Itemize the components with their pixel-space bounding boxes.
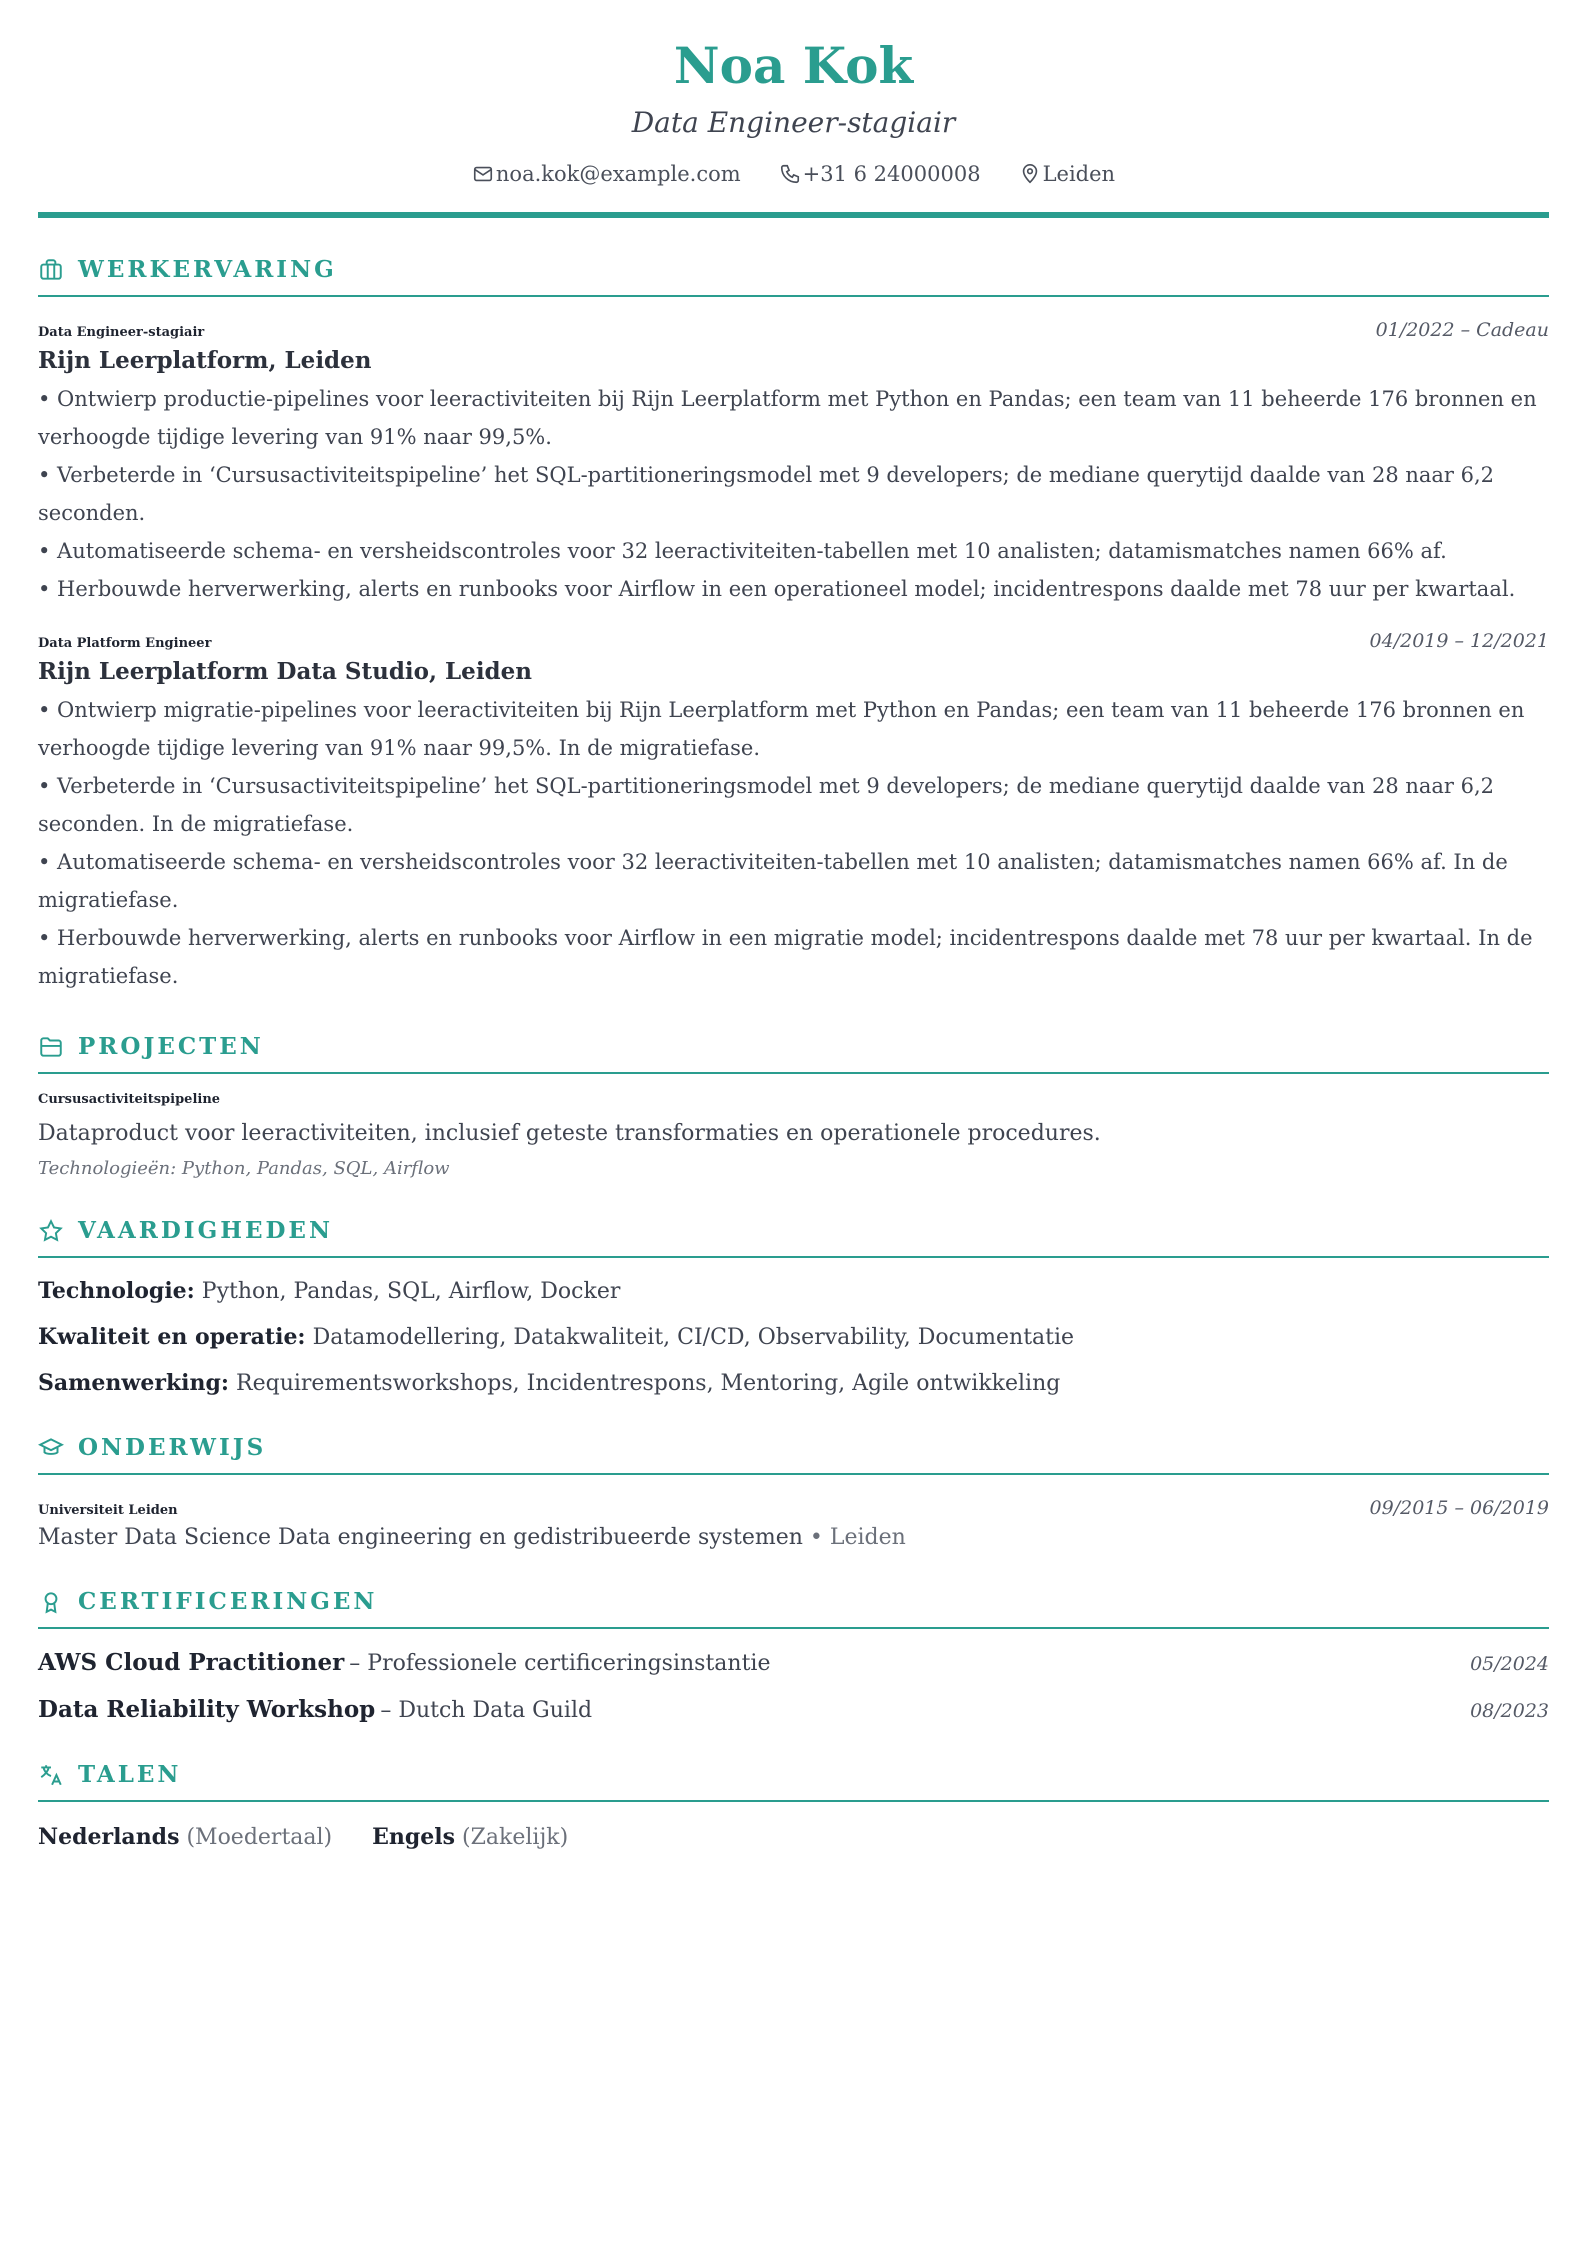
job-role: Data Engineer-stagiair <box>38 325 205 340</box>
mail-icon <box>472 163 494 185</box>
skill-row <box>38 1278 1549 1304</box>
education-degree-line <box>38 1525 1549 1550</box>
job-bullet: • Ontwierp productie-pipelines voor leeractiviteiten bij Rijn Leerplatform met Python en Pandas; een team van 11 beheerde 176 bronnen en verhoogde tijdige levering van 91% naar 99,5%. <box>38 387 1537 449</box>
resume-header <box>38 0 1549 186</box>
language-name: Engels <box>372 1824 456 1850</box>
project-name: Cursusactiviteitspipeline <box>38 1092 221 1107</box>
projects-section <box>38 1033 1549 1179</box>
translate-icon <box>38 1762 64 1788</box>
contact-location <box>1019 162 1116 186</box>
contact-phone[interactable] <box>779 162 981 186</box>
phone-text: +31 6 24000008 <box>802 162 981 186</box>
job-entry <box>38 319 1549 608</box>
phone-icon <box>779 163 801 185</box>
job-bullet: • Automatiseerde schema- en versheidscontroles voor 32 leeractiviteiten-tabellen met 10 analisten; datamismatches namen 66% af. <box>38 539 1447 563</box>
education-institution: Universiteit Leiden <box>38 1503 178 1518</box>
contact-email[interactable] <box>472 162 741 186</box>
skill-items: Datamodellering, Datakwaliteit, CI/CD, Observability, Documentatie <box>312 1325 1075 1350</box>
section-heading-skills <box>38 1217 1549 1258</box>
section-heading-education <box>38 1434 1549 1475</box>
job-bullets <box>38 380 1549 608</box>
job-company: Rijn Leerplatform, Leiden <box>38 347 372 374</box>
language-item <box>372 1824 568 1850</box>
map-pin-icon <box>1019 163 1041 185</box>
language-list <box>38 1824 1549 1850</box>
certification-date: 05/2024 <box>1470 1653 1549 1675</box>
languages-section <box>38 1761 1549 1850</box>
email-text: noa.kok@example.com <box>495 162 741 186</box>
education-degree: Master Data Science Data engineering en gedistribueerde systemen <box>38 1525 803 1550</box>
location-text: Leiden <box>1042 162 1116 186</box>
briefcase-icon <box>38 257 64 283</box>
certification-row <box>38 1649 1549 1676</box>
skill-row <box>38 1324 1549 1350</box>
section-title: CERTIFICERINGEN <box>78 1588 378 1615</box>
section-title: TALEN <box>78 1761 182 1788</box>
contact-row <box>38 162 1549 186</box>
education-section <box>38 1434 1549 1550</box>
education-entry <box>38 1497 1549 1550</box>
job-dates: 04/2019 – 12/2021 <box>1369 630 1549 652</box>
candidate-name: Noa Kok <box>673 36 914 95</box>
section-title: PROJECTEN <box>78 1033 264 1060</box>
job-bullet: • Herbouwde herverwerking, alerts en runbooks voor Airflow in een operationeel model; incidentrespons daalde met 78 uur per kwartaal. <box>38 577 1516 601</box>
section-heading-languages <box>38 1761 1549 1802</box>
skills-section <box>38 1217 1549 1396</box>
skill-items: Requirementsworkshops, Incidentrespons, Mentoring, Agile ontwikkeling <box>236 1371 1061 1396</box>
job-bullets <box>38 691 1549 995</box>
section-title: VAARDIGHEDEN <box>78 1217 333 1244</box>
graduation-cap-icon <box>38 1435 64 1461</box>
certification-date: 08/2023 <box>1470 1700 1549 1722</box>
education-location: • Leiden <box>809 1525 906 1550</box>
certification-issuer: – Professionele certificeringsinstantie <box>349 1651 771 1676</box>
skill-row <box>38 1370 1549 1396</box>
education-dates: 09/2015 – 06/2019 <box>1369 1497 1549 1519</box>
job-entry <box>38 630 1549 995</box>
job-bullet: • Automatiseerde schema- en versheidscontroles voor 32 leeractiviteiten-tabellen met 10 analisten; datamismatches namen 66% af. In de migratiefase. <box>38 850 1508 912</box>
job-bullet: • Verbeterde in ‘Cursusactiviteitspipeline’ het SQL-partitioneringsmodel met 9 developers; de mediane querytijd daalde van 28 naar 6,2 seconden. In de migratiefase. <box>38 774 1495 836</box>
job-company: Rijn Leerplatform Data Studio, Leiden <box>38 658 532 685</box>
certifications-section <box>38 1588 1549 1723</box>
project-description: Dataproduct voor leeractiviteiten, inclusief geteste transformaties en operationele procedures. <box>38 1121 1101 1146</box>
project-tech: Technologieën: Python, Pandas, SQL, Airflow <box>38 1158 450 1179</box>
star-icon <box>38 1218 64 1244</box>
job-bullet: • Verbeterde in ‘Cursusactiviteitspipeline’ het SQL-partitioneringsmodel met 9 developers; de mediane querytijd daalde van 28 naar 6,2 seconden. <box>38 463 1495 525</box>
job-role: Data Platform Engineer <box>38 636 212 651</box>
candidate-title: Data Engineer-stagiair <box>631 106 956 139</box>
skill-items: Python, Pandas, SQL, Airflow, Docker <box>201 1279 621 1304</box>
certification-issuer: – Dutch Data Guild <box>380 1698 593 1723</box>
section-heading-projects <box>38 1033 1549 1074</box>
certification-name: Data Reliability Workshop <box>38 1696 376 1723</box>
job-bullet: • Ontwierp migratie-pipelines voor leeractiviteiten bij Rijn Leerplatform met Python en Pandas; een team van 11 beheerde 176 bronnen en verhoogde tijdige levering van 91% naar 99,5%. In de migratiefase. <box>38 698 1525 760</box>
certification-row <box>38 1696 1549 1723</box>
skill-category: Kwaliteit en operatie: <box>38 1324 306 1350</box>
header-divider <box>38 212 1549 218</box>
language-item <box>38 1824 332 1850</box>
language-name: Nederlands <box>38 1824 180 1850</box>
section-title: WERKERVARING <box>78 256 337 283</box>
job-dates: 01/2022 – Cadeau <box>1375 319 1549 341</box>
section-heading-certifications <box>38 1588 1549 1629</box>
experience-section <box>38 256 1549 995</box>
skill-category: Technologie: <box>38 1278 195 1304</box>
folder-icon <box>38 1034 64 1060</box>
language-level: (Zakelijk) <box>462 1825 569 1850</box>
skill-category: Samenwerking: <box>38 1370 230 1396</box>
certification-name: AWS Cloud Practitioner <box>38 1649 345 1676</box>
award-icon <box>38 1589 64 1615</box>
section-title: ONDERWIJS <box>78 1434 267 1461</box>
language-level: (Moedertaal) <box>186 1825 333 1850</box>
section-heading-experience <box>38 256 1549 297</box>
job-bullet: • Herbouwde herverwerking, alerts en runbooks voor Airflow in een migratie model; incidentrespons daalde met 78 uur per kwartaal. In de migratiefase. <box>38 926 1533 988</box>
